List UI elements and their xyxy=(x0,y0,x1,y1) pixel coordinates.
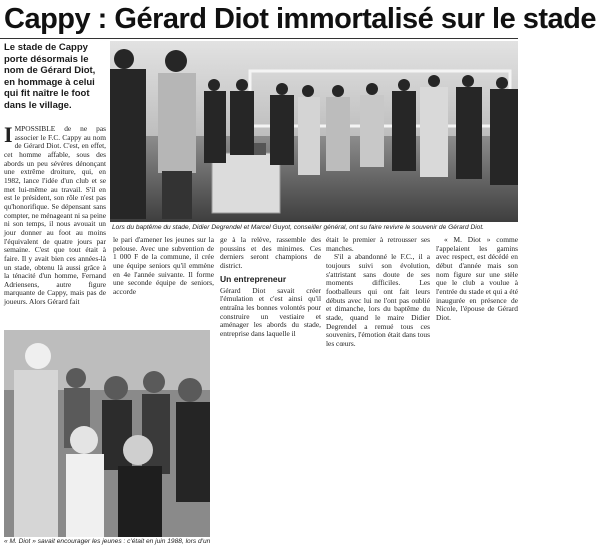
stade-ceremony-photo xyxy=(110,41,518,222)
headline-rule xyxy=(0,38,518,39)
article-column-3 xyxy=(220,236,321,406)
column-1-text: MPOSSIBLE de ne pas associer le F.C. Cappy au nom de Gérard Diot. C'est, en effet, cet homme affable, sous des abords un peu sévères dénonçant une extrême droiture, qui, en 1982, lance l'idée d'un club et se met lui-même au travail. S'il en est le président, son rôle n'est pas qu'honorifique. Se dépensant sans compter, ne ménageant ni sa peine ni son temps, il nous avouait un jour donner au foot au moins l'équivalent de quatre jours par semaine. C'est que tout était à faire. Il y avait bien ces années-là un stade, obtenu là aussi grâce à la ténacité d'un homme, Fernand Adriensens, autre figure marquante de Cappy, mais pas de joueurs. Alors Gérard fait xyxy=(4,124,106,307)
headline: Cappy : Gérard Diot immortalisé sur le stade xyxy=(4,3,596,35)
bottom-photo-caption: « M. Diot » savait encourager les jeunes : c'était en juin 1988, lors d'un xyxy=(4,538,211,545)
subheading-entrepreneur: Un entrepreneur xyxy=(220,273,287,284)
young-players-photo-image xyxy=(4,330,210,537)
column-3-text: ge à la relève, rassemble des poussins et des minimes. Ces derniers seront champions de district. xyxy=(220,235,321,270)
article-column-5 xyxy=(436,236,518,356)
column-2-text: le pari d'amener les jeunes sur la pelouse. Avec une subvention de 1 000 F de la commune, il crée une équipe seniors qu'il emmène en 4e l'année suivante. Il forme une seconde équipe de seniors, accorde xyxy=(113,235,214,296)
young-players-photo xyxy=(4,330,210,537)
lead-paragraph: Le stade de Cappy porte désormais le nom de Gérard Diot, en hommage à celui qui fit naître le foot dans le village. xyxy=(4,42,96,111)
article-column-2 xyxy=(113,236,214,326)
column-4-text-2: S'il a abandonné le F.C., il a toujours suivi son évolution, s'attristant sans doute de ses moments difficiles. Les footballeurs qui ont fait leurs débuts avec lui ne l'ont pas oublié et dimanche, lors du baptême du stade, quand le maire Didier Degrendel a remué tous ces souvenirs, l'émotion était dans tous les cœurs. xyxy=(326,252,430,348)
column-4-text: était le premier à retrousser ses manches. xyxy=(326,235,430,253)
ceremony-photo-image xyxy=(110,41,518,222)
article-column-1 xyxy=(4,122,106,325)
top-photo-caption: Lors du baptême du stade, Didier Degrendel et Marcel Guyot, conseiller général, ont su faire revivre le souvenir de Gérard Diot. xyxy=(112,224,485,231)
article-column-4 xyxy=(326,236,430,406)
drop-cap: I xyxy=(4,122,13,147)
column-5-text: « M. Diot » comme l'appelaient les gamins avec respect, est décédé en début d'année mais son nom figure sur une stèle que le club a voulue à l'entrée du stade et qui a été inaugurée en présence de Nicole, l'épouse de Gérard Diot. xyxy=(436,235,518,322)
column-3-text-2: Gérard Diot savait créer l'émulation et c'est ainsi qu'il entraîna les bonnes volontés pour construire un vestiaire et aménager les abords du stade, entreprise dans laquelle il xyxy=(220,285,321,338)
